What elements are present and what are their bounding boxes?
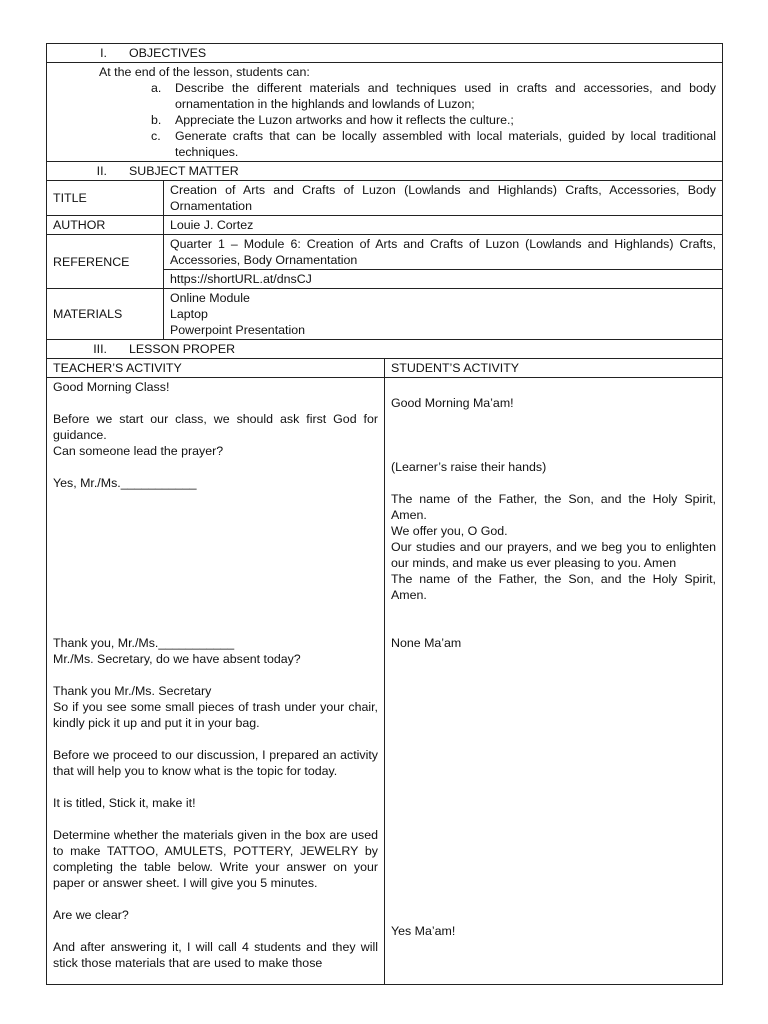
- dialogue-line: The name of the Father, the Son, and the Holy Spirit, Amen.: [391, 492, 716, 522]
- author-value: Louie J. Cortez: [164, 216, 723, 235]
- subject-materials-row: [47, 289, 723, 340]
- blank-line: [53, 667, 378, 683]
- blank-line: [391, 619, 716, 635]
- blank-line: [53, 603, 378, 619]
- blank-line: [391, 699, 716, 715]
- teacher-activity-header: TEACHER’S ACTIVITY: [47, 359, 385, 378]
- reference-url: https://shortURL.at/dnsCJ: [164, 270, 723, 289]
- lesson-plan-table: [46, 43, 723, 985]
- section-number: III.: [93, 342, 107, 356]
- blank-line: [391, 907, 716, 923]
- student-activity-header: STUDENT’S ACTIVITY: [385, 359, 723, 378]
- dialogue-line: And after answering it, I will call 4 students and they will stick those materials that are used to make those: [53, 940, 378, 970]
- blank-line: [391, 683, 716, 699]
- objective-text: Generate crafts that can be locally assembled with local materials, guided by local traditional techniques.: [175, 129, 716, 159]
- section-title: LESSON PROPER: [129, 342, 236, 356]
- blank-line: [391, 427, 716, 443]
- blank-line: [53, 523, 378, 539]
- dialogue-line: Mr./Ms. Secretary, do we have absent today?: [53, 652, 301, 666]
- dialogue-line: It is titled, Stick it, make it!: [53, 796, 196, 810]
- blank-line: [391, 411, 716, 427]
- blank-line: [391, 667, 716, 683]
- blank-line: [391, 603, 716, 619]
- activity-header-row: [47, 359, 723, 378]
- blank-line: [53, 923, 378, 939]
- blank-line: [53, 587, 378, 603]
- blank-line: [53, 507, 378, 523]
- lesson-plan-page: [46, 43, 722, 985]
- blank-line: [53, 891, 378, 907]
- reference-label: REFERENCE: [47, 235, 164, 289]
- objective-marker: a.: [151, 81, 162, 95]
- activity-body-row: [47, 378, 723, 985]
- student-activity-column: [385, 378, 723, 985]
- dialogue-line: Thank you, Mr./Ms.___________: [53, 636, 235, 650]
- material-item: Laptop: [170, 307, 208, 321]
- blank-line: [53, 491, 378, 507]
- dialogue-line: Thank you Mr./Ms. Secretary: [53, 684, 212, 698]
- objective-item: [151, 128, 716, 160]
- blank-line: [53, 395, 378, 411]
- blank-line: [391, 795, 716, 811]
- blank-line: [391, 859, 716, 875]
- blank-line: [391, 443, 716, 459]
- subject-reference-row: [47, 235, 723, 270]
- blank-line: [391, 651, 716, 667]
- dialogue-line: Good Morning Class!: [53, 380, 170, 394]
- dialogue-line: (Learner’s raise their hands): [391, 460, 547, 474]
- author-label: AUTHOR: [47, 216, 164, 235]
- dialogue-line: Determine whether the materials given in the box are used to make TATTOO, AMULETS, POTTERY, JEWELRY by completing the table below. Write your answer on your paper or answer sheet. I will give you 5 minutes.: [53, 828, 378, 890]
- dialogue-line: Before we proceed to our discussion, I prepared an activity that will help you to know what is the topic for today.: [53, 748, 378, 778]
- objectives-list: [99, 80, 716, 160]
- objective-text: Appreciate the Luzon artworks and how it reflects the culture.;: [175, 113, 514, 127]
- dialogue-line: Our studies and our prayers, and we beg you to enlighten our minds, and make us ever pleasing to you. Amen: [391, 540, 716, 570]
- dialogue-line: Can someone lead the prayer?: [53, 444, 224, 458]
- blank-line: [391, 779, 716, 795]
- objective-item: [151, 80, 716, 112]
- blank-line: [53, 731, 378, 747]
- blank-line: [53, 811, 378, 827]
- reference-value: Quarter 1 – Module 6: Creation of Arts and Crafts of Luzon (Lowlands and Highlands) Crafts, Accessories, Body Ornamentation: [164, 235, 723, 270]
- section-number: II.: [96, 164, 107, 178]
- section-title: SUBJECT MATTER: [129, 164, 239, 178]
- dialogue-line: Before we start our class, we should ask first God for guidance.: [53, 412, 378, 442]
- blank-line: [53, 459, 378, 475]
- blank-line: [391, 875, 716, 891]
- dialogue-line: The name of the Father, the Son, and the Holy Spirit, Amen.: [391, 572, 716, 602]
- blank-line: [391, 715, 716, 731]
- objectives-intro: At the end of the lesson, students can:: [99, 65, 310, 79]
- blank-line: [391, 731, 716, 747]
- blank-line: [391, 747, 716, 763]
- blank-line: [391, 763, 716, 779]
- dialogue-line: None Ma’am: [391, 636, 462, 650]
- title-value: Creation of Arts and Crafts of Luzon (Lowlands and Highlands) Crafts, Accessories, Body Ornamentation: [164, 181, 723, 216]
- blank-line: [53, 539, 378, 555]
- dialogue-line: Yes Ma’am!: [391, 924, 456, 938]
- blank-line: [391, 891, 716, 907]
- dialogue-line: Good Morning Ma’am!: [391, 396, 514, 410]
- teacher-activity-column: [47, 378, 385, 985]
- materials-label: MATERIALS: [47, 289, 164, 340]
- dialogue-line: We offer you, O God.: [391, 524, 508, 538]
- blank-line: [53, 571, 378, 587]
- objective-marker: b.: [151, 113, 162, 127]
- subject-author-row: [47, 216, 723, 235]
- section-title: OBJECTIVES: [129, 46, 207, 60]
- blank-line: [391, 379, 716, 395]
- objective-item: [151, 112, 716, 128]
- objectives-block: [47, 63, 723, 162]
- dialogue-line: Are we clear?: [53, 908, 129, 922]
- dialogue-line: So if you see some small pieces of trash under your chair, kindly pick it up and put it in your bag.: [53, 700, 378, 730]
- blank-line: [391, 843, 716, 859]
- section-lesson-proper: [47, 340, 723, 359]
- section-objectives: [47, 44, 723, 63]
- blank-line: [53, 779, 378, 795]
- blank-line: [53, 555, 378, 571]
- blank-line: [391, 475, 716, 491]
- blank-line: [53, 619, 378, 635]
- blank-line: [391, 827, 716, 843]
- objective-marker: c.: [151, 129, 161, 143]
- section-subject-matter: [47, 162, 723, 181]
- title-label: TITLE: [47, 181, 164, 216]
- objective-text: Describe the different materials and techniques used in crafts and accessories, and body ornamentation in the highlands and lowlands of Luzon;: [175, 81, 716, 111]
- material-item: Online Module: [170, 291, 250, 305]
- material-item: Powerpoint Presentation: [170, 323, 306, 337]
- subject-title-row: [47, 181, 723, 216]
- dialogue-line: Yes, Mr./Ms.___________: [53, 476, 197, 490]
- blank-line: [391, 811, 716, 827]
- section-number: I.: [100, 46, 107, 60]
